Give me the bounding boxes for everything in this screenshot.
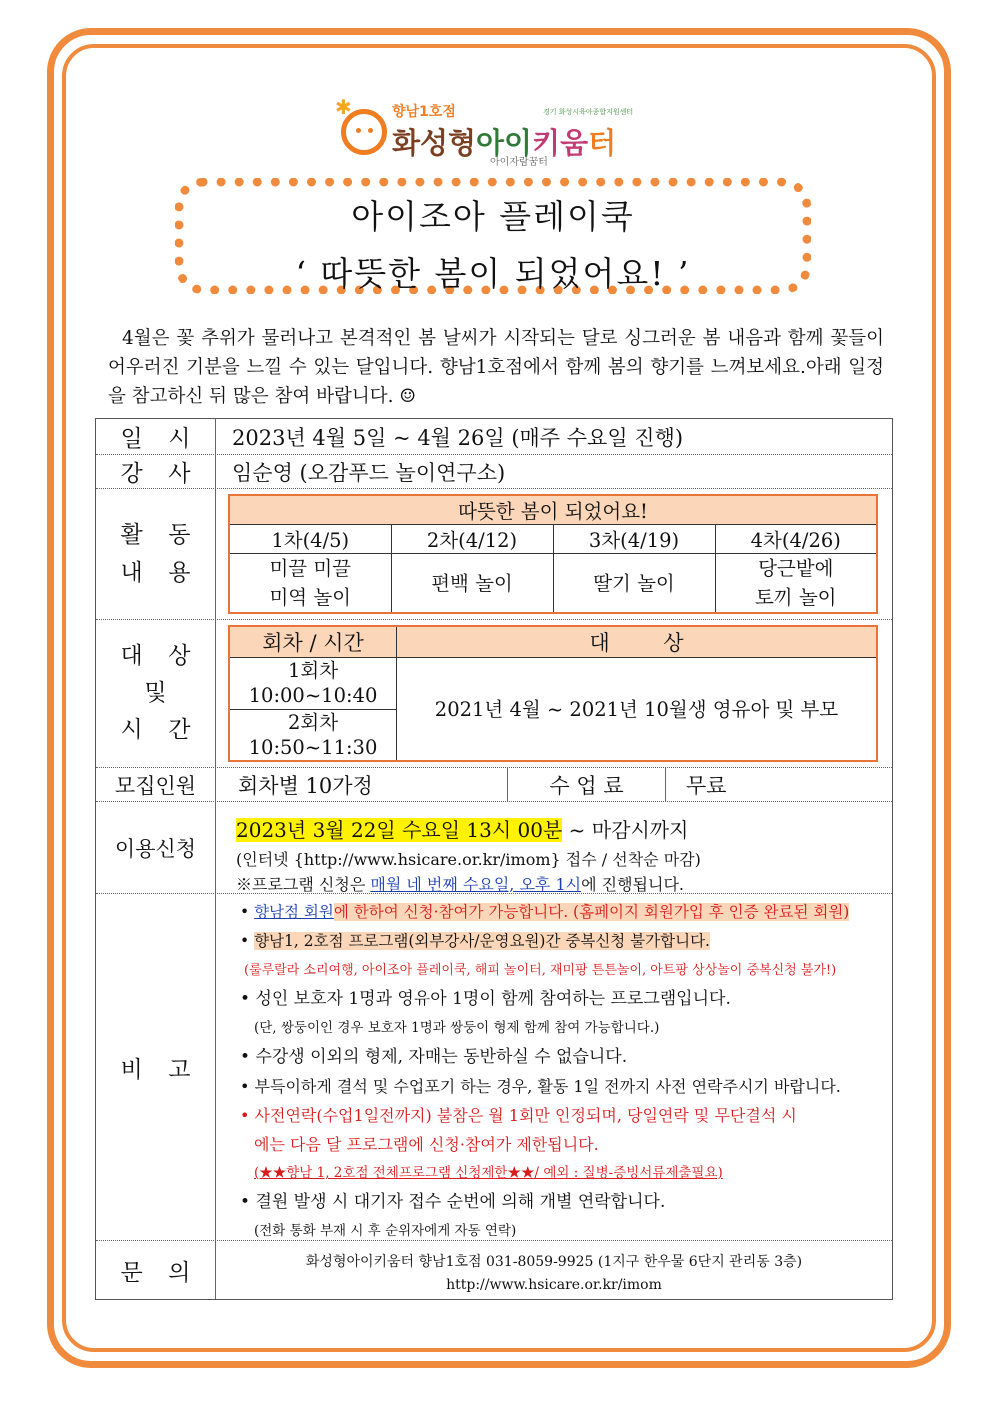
label-char: 사	[168, 461, 191, 487]
label-char: 문	[120, 1259, 143, 1286]
label-char: 시	[168, 426, 191, 452]
title-box	[175, 178, 811, 294]
logo-brand-part: 키움	[532, 126, 589, 160]
note-sub: (단, 쌍둥이인 경우 보호자 1명과 쌍둥이 형제 함께 참여 가능합니다.)	[254, 1020, 660, 1036]
recruit-row	[96, 768, 892, 802]
round-activity	[715, 554, 877, 614]
note-sub: (★★향남 1, 2호점 전체프로그램 신청제한★★/ 예외 : 질병-증빙서류제출필요)	[254, 1165, 723, 1181]
session-name: 2회차	[287, 711, 339, 734]
activity-row	[96, 489, 892, 620]
round-date: 4차(4/26)	[715, 525, 877, 554]
label-char: 비	[120, 1056, 143, 1083]
target-table	[228, 625, 878, 763]
logo-tagline: 아이자람꿈터	[490, 157, 548, 168]
notes-value	[216, 894, 892, 1240]
note-text: 향남1, 2호점 프로그램(외부강사/운영요원)간 중복신청 불가합니다.	[254, 932, 710, 950]
note-item: • 향남점 회원에 한하여 신청·참여가 가능합니다. (홈페이지 회원가입 후 인증 완료된 회원)	[240, 903, 850, 921]
note-item: • 향남1, 2호점 프로그램(외부강사/운영요원)간 중복신청 불가합니다.	[240, 932, 710, 950]
apply-date-rest: ~ 마감시까지	[562, 818, 689, 842]
activity-table	[228, 494, 878, 614]
program-subtitle: ‘ 따뜻한 봄이 되었어요! ’	[295, 254, 691, 293]
target-row	[96, 620, 892, 768]
notes-row	[96, 894, 892, 1241]
round-activity: 편백 놀이	[391, 554, 553, 614]
contact-info: 화성형아이키움터 향남1호점 031-8059-9925 (1지구 한우물 6단지 관리동 3층)	[305, 1254, 803, 1270]
session-cell	[229, 657, 397, 709]
intro-paragraph: 4월은 꽃 추위가 물러나고 본격적인 봄 날씨가 시작되는 달로 싱그러운 봄 내음과 함께 꽃들이 어우러진 기분을 느낄 수 있는 달입니다. 향남1호점에서 함께 봄의 향기를 느껴보세요.아래 일정을 참고하신 뒤 많은 참여 바랍니다. ☺	[108, 328, 884, 407]
session-name: 1회차	[287, 659, 339, 683]
note-sub: (룰루랄라 소리여행, 아이조아 플레이쿡, 해피 놀이터, 재미팡 튼튼놀이, 아트팡 상상놀이 중복신청 불가!)	[244, 963, 837, 978]
activity-line: 당근밭에	[758, 557, 834, 580]
schedule-label	[96, 419, 216, 454]
recruit-value: 회차별 10가정	[216, 768, 508, 801]
label-char: 의	[168, 1259, 191, 1286]
apply-date-highlight: 2023년 3월 22일 수요일 13시 00분	[236, 818, 563, 842]
note-item: • 사전연락(수업1일전까지) 불참은 월 1회만 인정되며, 당일연락 및 무단결석 시	[240, 1106, 797, 1125]
note-text: 에 한하여 신청·참여가 가능합니다. (홈페이지 회원가입 후 인증 완료된 회원)	[333, 903, 850, 921]
recruit-label: 모집인원	[96, 768, 216, 801]
session-cell	[229, 709, 397, 761]
round-activity: 딸기 놀이	[553, 554, 715, 614]
apply-notice	[236, 872, 892, 895]
logo-branch: 향남1호점	[392, 104, 456, 120]
info-table	[95, 418, 893, 1300]
activity-line: 미끌 미끌	[269, 557, 352, 580]
instructor-row	[96, 455, 892, 489]
round-date: 3차(4/19)	[553, 525, 715, 554]
session-time: 10:50~11:30	[248, 736, 378, 759]
logo-center-name: 경기 화성시육아종합지원센터	[543, 108, 634, 116]
target-header: 대 상	[397, 626, 878, 658]
contact-row	[96, 1241, 892, 1299]
activity-value	[216, 489, 892, 619]
note-text: 결원 발생 시 대기자 접수 순번에 의해 개별 연락합니다.	[255, 1192, 666, 1212]
note-text: 사전연락(수업1일전까지) 불참은 월 1회만 인정되며, 당일연락 및 무단결석 시	[254, 1106, 797, 1125]
label-char: 일	[120, 426, 143, 452]
round-activity	[229, 554, 391, 614]
instructor-value: 임순영 (오감푸드 놀이연구소)	[232, 460, 506, 485]
contact-url[interactable]: http://www.hsicare.or.kr/imom	[446, 1277, 662, 1293]
apply-notice-part: 에 진행됩니다.	[581, 875, 685, 894]
apply-label: 이용신청	[96, 802, 216, 893]
fee-value: 무료	[686, 773, 727, 798]
round-date: 1차(4/5)	[229, 525, 391, 554]
note-item: • 부득이하게 결석 및 수업포기 하는 경우, 활동 1일 전까지 사전 연락주시기 바랍니다.	[240, 1077, 841, 1096]
logo-brand-part: 화성형	[392, 126, 477, 160]
label-char: 활	[120, 522, 143, 548]
session-time: 10:00~10:40	[248, 684, 378, 708]
label-char: 및	[144, 680, 167, 706]
apply-method: (인터넷 {http://www.hsicare.or.kr/imom} 접수 / 선착순 마감)	[236, 850, 701, 869]
label-char: 고	[168, 1056, 191, 1083]
fee-label: 수 업 료	[508, 768, 666, 801]
note-item: • 결원 발생 시 대기자 접수 순번에 의해 개별 연락합니다.	[240, 1192, 666, 1212]
eligibility: 2021년 4월 ~ 2021년 10월생 영유아 및 부모	[397, 657, 878, 761]
label-char: 강	[120, 461, 143, 487]
target-label	[96, 620, 216, 767]
label-char: 대	[120, 643, 143, 669]
program-title: 아이조아 플레이쿡	[351, 197, 635, 236]
note-item: • 수강생 이외의 형제, 자매는 동반하실 수 없습니다.	[240, 1047, 628, 1067]
activity-line: 미역 놀이	[269, 586, 352, 609]
contact-label	[96, 1241, 216, 1299]
label-char: 내	[120, 560, 143, 586]
label-char: 간	[168, 717, 191, 743]
label-char: 시	[120, 717, 143, 743]
apply-date	[236, 814, 892, 843]
note-text: 부득이하게 결석 및 수업포기 하는 경우, 활동 1일 전까지 사전 연락주시기 바랍니다.	[254, 1077, 841, 1096]
target-value	[216, 620, 892, 767]
note-text: 수강생 이외의 형제, 자매는 동반하실 수 없습니다.	[255, 1047, 628, 1067]
recruit-value-group	[216, 768, 892, 801]
note-text: 성인 보호자 1명과 영유아 1명이 함께 참여하는 프로그램입니다.	[255, 989, 731, 1009]
apply-notice-date: 매월 네 번째 수요일, 오후 1시	[370, 875, 582, 894]
smile-face-icon	[341, 109, 387, 155]
notes-list	[226, 894, 892, 1250]
round-date: 2차(4/12)	[391, 525, 553, 554]
schedule-value: 2023년 4월 5일 ~ 4월 26일 (매주 수요일 진행)	[232, 425, 684, 450]
contact-value	[216, 1241, 892, 1299]
logo-brand-part: 터	[588, 126, 617, 160]
note-item: • 성인 보호자 1명과 영유아 1명이 함께 참여하는 프로그램입니다.	[240, 989, 731, 1009]
label-char: 상	[168, 643, 191, 669]
instructor-label	[96, 455, 216, 488]
label-char: 동	[168, 522, 191, 548]
label-char: 용	[168, 560, 191, 586]
apply-notice-part: ※프로그램 신청은	[236, 875, 371, 894]
logo-brand-part: 아이	[476, 126, 533, 160]
session-header: 회차 / 시간	[229, 626, 397, 658]
note-member: 향남점 회원	[254, 903, 334, 921]
apply-row	[96, 802, 892, 894]
apply-value	[216, 802, 892, 893]
note-sub: (전화 통화 부재 시 후 순위자에게 자동 연락)	[254, 1223, 517, 1239]
schedule-row	[96, 419, 892, 455]
notes-label	[96, 894, 216, 1240]
activity-line: 토끼 놀이	[754, 586, 837, 609]
star-icon: ✱	[335, 95, 352, 119]
note-item-cont: 에는 다음 달 프로그램에 신청·참여가 제한됩니다.	[254, 1135, 599, 1154]
activity-label	[96, 489, 216, 619]
activity-header: 따뜻한 봄이 되었어요!	[229, 495, 877, 525]
center-logo	[335, 95, 655, 168]
